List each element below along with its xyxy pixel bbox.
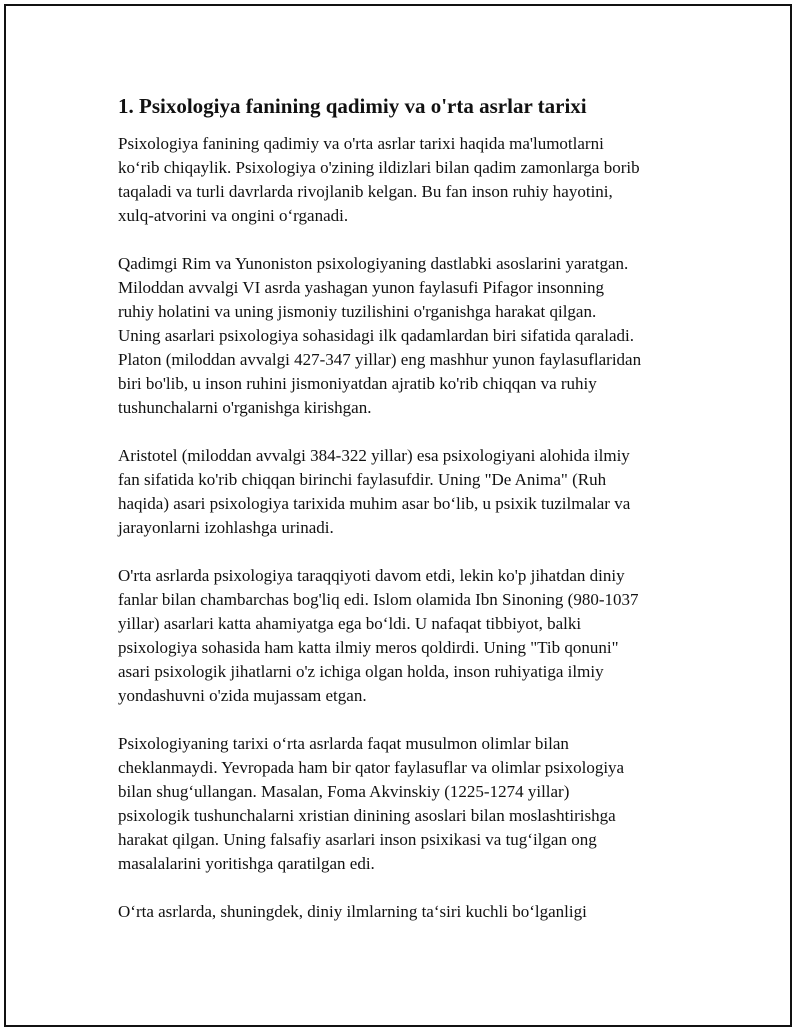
text-line: biri bo'lib, u inson ruhini jismoniyatdan ajratib ko'rib chiqqan va ruhiy <box>118 374 597 393</box>
text-line: harakat qilgan. Uning falsafiy asarlari inson psixikasi va tug‘ilgan ong <box>118 830 597 849</box>
text-line: Miloddan avvalgi VI asrda yashagan yunon faylasufi Pifagor insonning <box>118 278 604 297</box>
text-line: yillar) asarlari katta ahamiyatga ega bo‘ldi. U nafaqat tibbiyot, balki <box>118 614 582 633</box>
text-line: Uning asarlari psixologiya sohasidagi ilk qadamlardan biri sifatida qaraladi. <box>118 326 634 345</box>
text-line: fan sifatida ko'rib chiqqan birinchi faylasufdir. Uning "De Anima" (Ruh <box>118 470 607 489</box>
paragraph-aristotle <box>118 444 688 540</box>
text-line: fanlar bilan chambarchas bog'liq edi. Islom olamida Ibn Sinoning (980-1037 <box>118 590 639 609</box>
text-line: Psixologiyaning tarixi o‘rta asrlarda faqat musulmon olimlar bilan <box>118 734 569 753</box>
text-line: yondashuvni o'zida mujassam etgan. <box>118 686 367 705</box>
text-line: xulq-atvorini va ongini o‘rganadi. <box>118 206 349 225</box>
paragraph-religious-influence <box>118 900 688 924</box>
text-line: O‘rta asrlarda, shuningdek, diniy ilmlarning ta‘siri kuchli bo‘lganligi <box>118 902 587 921</box>
text-line: jarayonlarni izohlashga urinadi. <box>118 518 334 537</box>
paragraph-middle-ages-islam <box>118 564 688 708</box>
section-title: 1. Psixologiya fanining qadimiy va o'rta asrlar tarixi <box>118 94 587 118</box>
text-line: tushunchalarni o'rganishga kirishgan. <box>118 398 372 417</box>
text-line: cheklanmaydi. Yevropada ham bir qator faylasuflar va olimlar psixologiya <box>118 758 625 777</box>
text-line: Qadimgi Rim va Yunoniston psixologiyaning dastlabki asoslarini yaratgan. <box>118 254 629 273</box>
document-body <box>118 92 688 948</box>
paragraph-europe <box>118 732 688 876</box>
text-line: ko‘rib chiqaylik. Psixologiya o'zining ildizlari bilan qadim zamonlarga borib <box>118 158 640 177</box>
text-line: Platon (miloddan avvalgi 427-347 yillar) eng mashhur yunon faylasuflaridan <box>118 350 642 369</box>
text-line: masalalarini yoritishga qaratilgan edi. <box>118 854 375 873</box>
text-line: Aristotel (miloddan avvalgi 384-322 yillar) esa psixologiyani alohida ilmiy <box>118 446 630 465</box>
text-line: asari psixologik jihatlarni o'z ichiga olgan holda, inson ruhiyatiga ilmiy <box>118 662 604 681</box>
text-line: psixologiya sohasida ham katta ilmiy meros qoldirdi. Uning "Tib qonuni" <box>118 638 619 657</box>
text-line: O'rta asrlarda psixologiya taraqqiyoti davom etdi, lekin ko'p jihatdan diniy <box>118 566 625 585</box>
text-line: bilan shug‘ullangan. Masalan, Foma Akvinskiy (1225-1274 yillar) <box>118 782 570 801</box>
text-line: haqida) asari psixologiya tarixida muhim asar bo‘lib, u psixik tuzilmalar va <box>118 494 631 513</box>
text-line: psixologik tushunchalarni xristian dinining asoslari bilan moslashtirishga <box>118 806 616 825</box>
text-line: Psixologiya fanining qadimiy va o'rta asrlar tarixi haqida ma'lumotlarni <box>118 134 604 153</box>
text-line: ruhiy holatini va uning jismoniy tuzilishini o'rganishga harakat qilgan. <box>118 302 597 321</box>
text-line: taqaladi va turli davrlarda rivojlanib kelgan. Bu fan inson ruhiy hayotini, <box>118 182 613 201</box>
paragraph-intro <box>118 132 688 228</box>
paragraph-ancient-rome-greece <box>118 252 688 420</box>
